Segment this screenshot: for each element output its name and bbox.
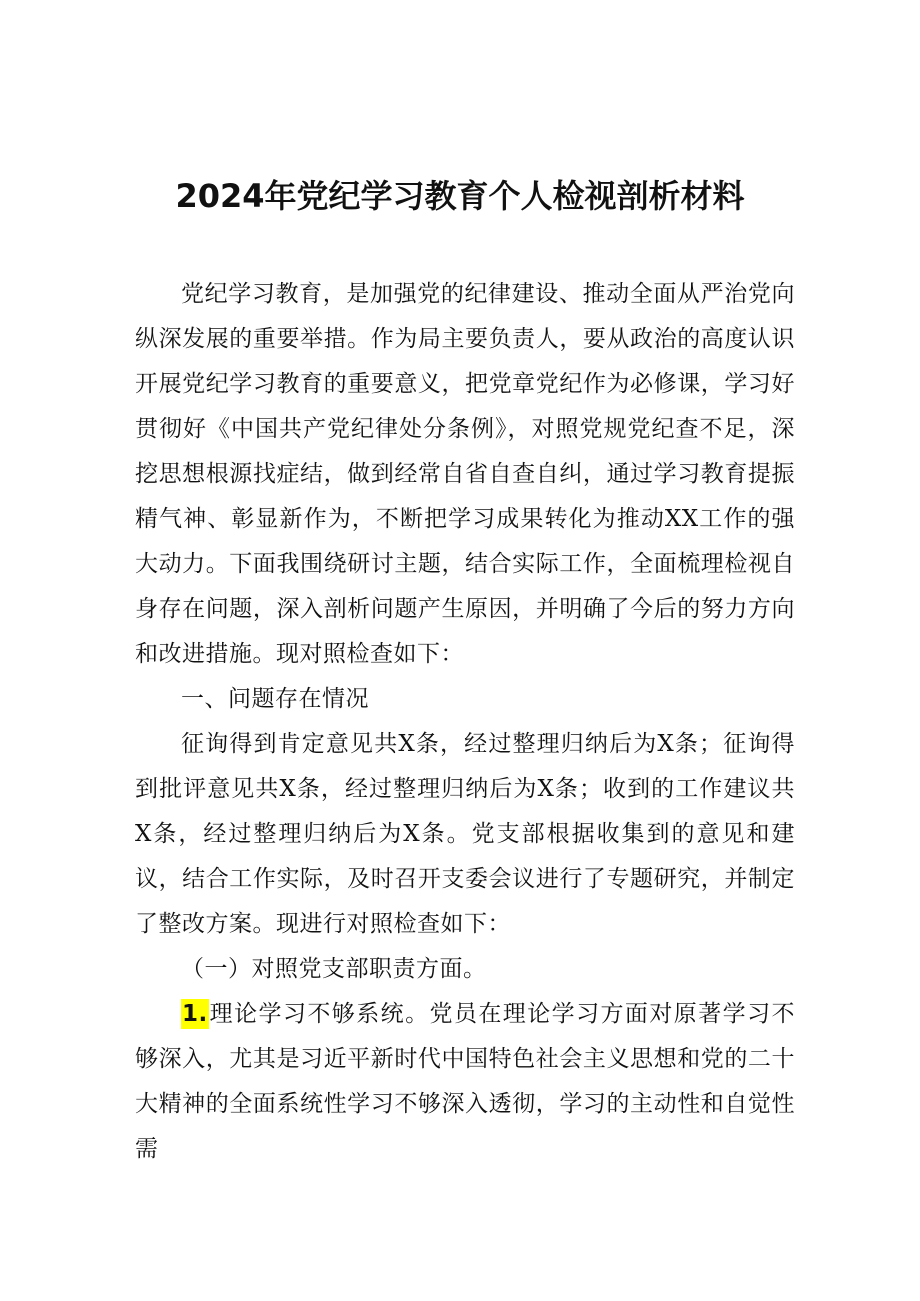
item-paragraph-theory-study	[135, 992, 795, 1172]
problems-paragraph: 征询得到肯定意见共X条，经过整理归纳后为X条；征询得到批评意见共X条，经过整理归纳后为X条；收到的工作建议共X条，经过整理归纳后为X条。党支部根据收集到的意见和建议，结合工作实际，及时召开支委会议进行了专题研究，并制定了整改方案。现进行对照检查如下：	[135, 731, 795, 937]
intro-paragraph: 党纪学习教育，是加强党的纪律建设、推动全面从严治党向纵深发展的重要举措。作为局主要负责人，要从政治的高度认识开展党纪学习教育的重要意义，把党章党纪作为必修课，学习好贯彻好《中国共产党纪律处分条例》，对照党规党纪查不足，深挖思想根源找症结，做到经常自省自查自纠，通过学习教育提振精气神、彰显新作为，不断把学习成果转化为推动XX工作的强大动力。下面我围绕研讨主题，结合实际工作，全面梳理检视自身存在问题，深入剖析问题产生原因，并明确了今后的努力方向和改进措施。现对照检查如下：	[135, 281, 795, 667]
section-heading-problems: 一、问题存在情况	[181, 686, 369, 712]
document-title: 2024年党纪学习教育个人检视剖析材料	[175, 177, 745, 215]
item-text: 理论学习不够系统。党员在理论学习方面对原著学习不够深入，尤其是习近平新时代中国特色社会主义思想和党的二十大精神的全面系统性学习不够深入透彻，学习的主动性和自觉性需	[135, 1001, 795, 1162]
document-body	[135, 272, 795, 1172]
subsection-heading-branch-duties: （一）对照党支部职责方面。	[181, 956, 487, 982]
item-number-highlight: 1.	[182, 1001, 208, 1027]
